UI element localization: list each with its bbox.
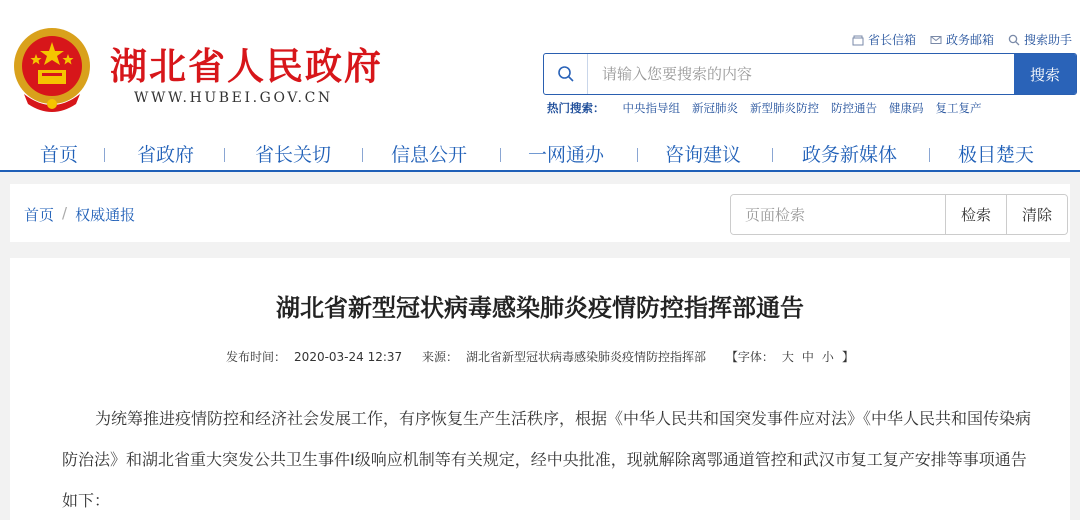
envelope-icon — [930, 34, 942, 46]
government-email-link[interactable] — [930, 31, 994, 48]
site-search-button[interactable]: 搜索 — [1014, 54, 1076, 94]
nav-divider — [104, 148, 105, 162]
font-size-label: 【字体： — [725, 350, 774, 364]
top-link-label: 搜索助手 — [1023, 33, 1072, 47]
page-search-input[interactable] — [731, 195, 945, 234]
national-emblem-icon — [10, 24, 94, 114]
hot-search-label: 热门搜索： — [547, 101, 605, 115]
breadcrumb-separator: / — [62, 204, 68, 222]
nav-item-home[interactable]: 首页 — [40, 144, 79, 166]
nav-item-governor-concerns[interactable]: 省长关切 — [255, 144, 332, 166]
font-size-bracket: 】 — [841, 350, 854, 364]
breadcrumb — [24, 204, 135, 225]
mailbox-icon — [852, 34, 864, 46]
site-title[interactable]: 湖北省人民政府 — [110, 45, 383, 88]
nav-divider — [637, 148, 638, 162]
main-nav — [0, 134, 1080, 172]
breadcrumb-current[interactable]: 权威通报 — [75, 206, 136, 224]
search-icon — [1008, 34, 1020, 46]
article-paragraph: 为统筹推进疫情防控和经济社会发展工作，有序恢复生产生活秩序，根据《中华人民共和国突发事件应对法》《中华人民共和国传染病防治法》和湖北省重大突发公共卫生事件I级响应机制等有关规定，经中央批准，现就解除离鄂通道管控和武汉市复工复产安排等事项通告如下： — [62, 409, 1032, 510]
hot-search-item[interactable]: 防控通告 — [831, 101, 877, 115]
hot-search-item[interactable]: 复工复产 — [935, 101, 982, 115]
font-size-small-button[interactable]: 小 — [821, 350, 834, 364]
search-assistant-link[interactable] — [1008, 31, 1072, 48]
published-time: 2020-03-24 12:37 — [294, 350, 403, 364]
nav-divider — [500, 148, 501, 162]
font-size-medium-button[interactable]: 中 — [801, 350, 814, 364]
nav-item-new-media[interactable]: 政务新媒体 — [802, 144, 898, 166]
site-search-box — [543, 53, 1077, 95]
article-body — [62, 398, 1042, 520]
font-size-control — [722, 350, 858, 364]
hot-search-row — [547, 100, 982, 116]
page-search-button[interactable]: 检索 — [945, 195, 1006, 234]
site-header — [0, 0, 1080, 172]
site-search-input[interactable] — [588, 54, 1014, 94]
source-value: 湖北省新型冠状病毒感染肺炎疫情防控指挥部 — [466, 350, 707, 364]
article-meta — [10, 348, 1070, 365]
hot-search-item[interactable]: 新冠肺炎 — [692, 101, 738, 115]
nav-item-consultation[interactable]: 咨询建议 — [665, 144, 742, 166]
published-label: 发布时间： — [226, 350, 287, 364]
hot-search-item[interactable]: 健康码 — [889, 101, 924, 115]
nav-item-provincial-government[interactable]: 省政府 — [137, 144, 195, 166]
breadcrumb-bar — [10, 184, 1070, 242]
page-search-clear-button[interactable]: 清除 — [1006, 195, 1067, 234]
nav-divider — [224, 148, 225, 162]
governor-mailbox-link[interactable] — [852, 31, 916, 48]
font-size-large-button[interactable]: 大 — [781, 350, 794, 364]
nav-divider — [929, 148, 930, 162]
site-url: WWW.HUBEI.GOV.CN — [134, 90, 333, 106]
hot-search-item[interactable]: 新型肺炎防控 — [750, 101, 819, 115]
hot-search-item[interactable]: 中央指导组 — [622, 101, 680, 115]
top-link-label: 省长信箱 — [867, 33, 916, 47]
nav-divider — [362, 148, 363, 162]
breadcrumb-home[interactable]: 首页 — [24, 206, 55, 224]
nav-item-one-stop-service[interactable]: 一网通办 — [528, 144, 605, 166]
nav-item-information-disclosure[interactable]: 信息公开 — [391, 144, 468, 166]
top-link-label: 政务邮箱 — [945, 33, 994, 47]
nav-item-jimu-chutian[interactable]: 极目楚天 — [958, 144, 1035, 166]
article-title: 湖北省新型冠状病毒感染肺炎疫情防控指挥部通告 — [276, 294, 804, 322]
nav-divider — [772, 148, 773, 162]
search-icon — [544, 54, 588, 94]
article-panel — [10, 258, 1070, 520]
page-search-box — [730, 194, 1068, 235]
source-label: 来源： — [422, 350, 459, 364]
top-links — [852, 31, 1072, 48]
